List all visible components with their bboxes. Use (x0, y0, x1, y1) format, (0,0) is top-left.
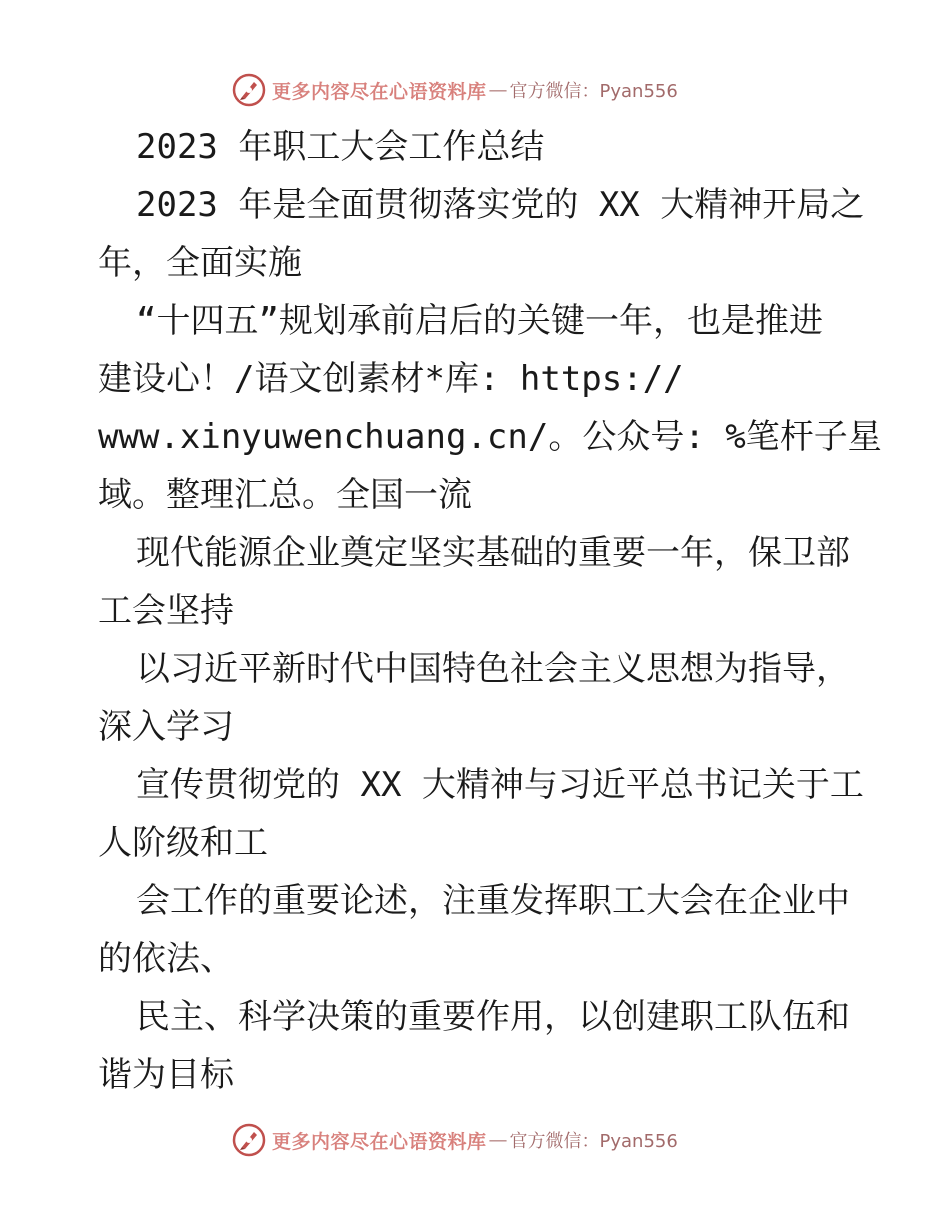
text-line: 域。整理汇总。全国一流 (98, 475, 472, 515)
text-line: 民主、科学决策的重要作用，以创建职工队伍和 (136, 997, 850, 1037)
header-banner (232, 70, 752, 110)
banner-separator: — (488, 79, 508, 101)
banner-wechat-text: 官方微信：Pyan556 (509, 1131, 678, 1152)
text-line: www.xinyuwenchuang.cn/。公众号: %笔杆子星 (98, 417, 882, 457)
text-line: 建设心！/语文创素材*库: https:// (98, 359, 684, 399)
text-line: “十四五”规划承前启后的关键一年，也是推进 (136, 301, 823, 341)
text-line: 的依法、 (98, 939, 234, 979)
text-line: 年，全面实施 (98, 243, 302, 283)
text-line: 以习近平新时代中国特色社会主义思想为指导， (136, 649, 850, 689)
document-title: 2023 年职工大会工作总结 (136, 127, 545, 167)
text-line: 谐为目标 (98, 1055, 234, 1095)
banner-separator: — (488, 1129, 508, 1151)
logo-icon (232, 73, 266, 107)
banner-brand-text: 更多内容尽在心语资料库 (272, 80, 487, 103)
text-line: 工会坚持 (98, 591, 234, 631)
banner-brand-text: 更多内容尽在心语资料库 (272, 1130, 487, 1153)
text-line: 人阶级和工 (98, 823, 268, 863)
text-line: 2023 年是全面贯彻落实党的 XX 大精神开局之 (136, 185, 865, 225)
footer-banner (232, 1120, 752, 1160)
text-line: 深入学习 (98, 707, 234, 747)
text-line: 宣传贯彻党的 XX 大精神与习近平总书记关于工 (136, 765, 864, 805)
text-line: 会工作的重要论述，注重发挥职工大会在企业中 (136, 881, 850, 921)
document-body (98, 118, 882, 1104)
banner-wechat-text: 官方微信：Pyan556 (509, 81, 678, 102)
logo-icon (232, 1123, 266, 1157)
text-line: 现代能源企业奠定坚实基础的重要一年，保卫部 (136, 533, 850, 573)
